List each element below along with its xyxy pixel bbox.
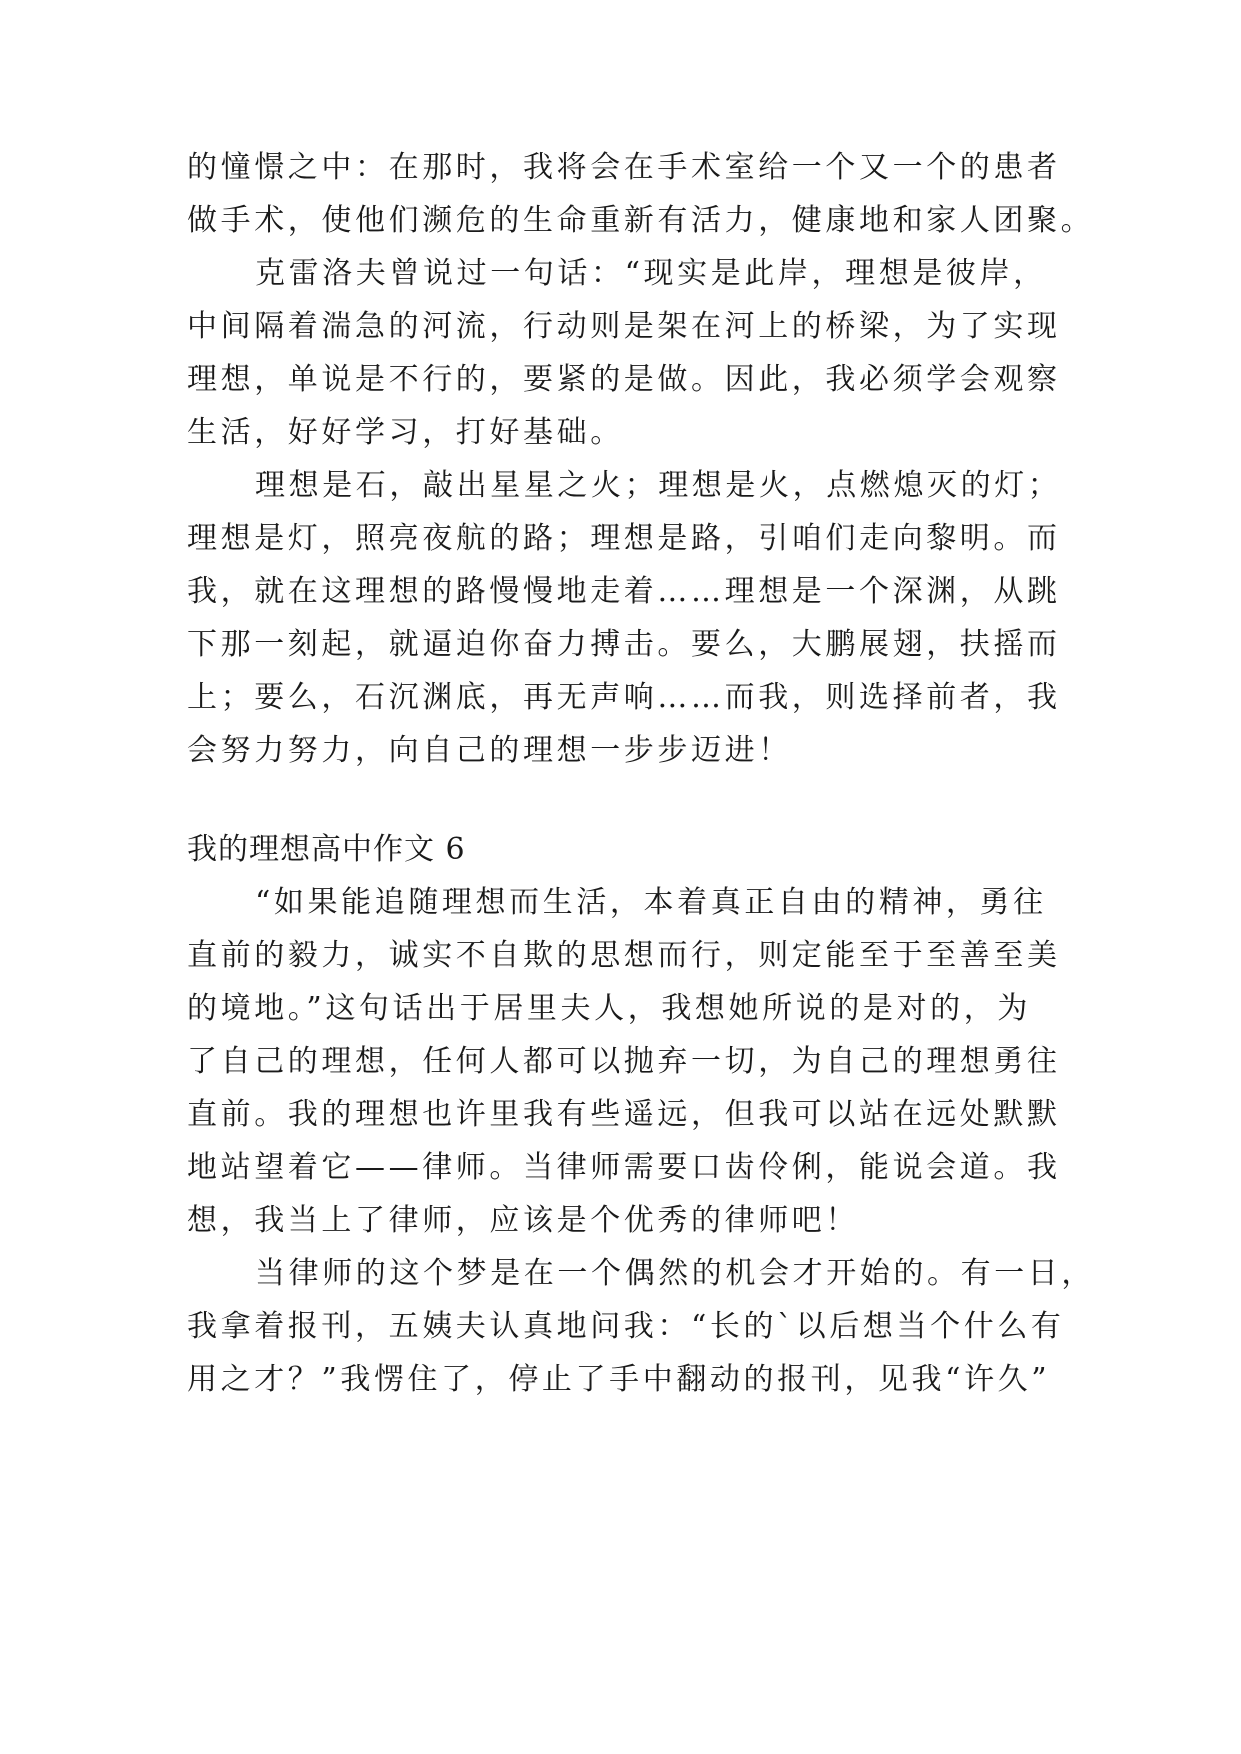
text-line: 下那一刻起，就逼迫你奋力搏击。要么，大鹏展翅，扶摇而 bbox=[187, 627, 1061, 662]
text-line: 我拿着报刊，五姨夫认真地问我：“长的`以后想当个什么有 bbox=[187, 1309, 1065, 1344]
text-line: 的境地。”这句话出于居里夫人，我想她所说的是对的，为 bbox=[187, 991, 1031, 1026]
text-line: 理想是石，敲出星星之火；理想是火，点燃熄灭的灯； bbox=[255, 468, 1062, 503]
text-line: 的憧憬之中：在那时，我将会在手术室给一个又一个的患者 bbox=[187, 150, 1061, 185]
text-line: 我，就在这理想的路慢慢地走着……理想是一个深渊，从跳 bbox=[187, 574, 1061, 609]
text-line: 生活，好好学习，打好基础。 bbox=[187, 415, 624, 450]
text-line: 克雷洛夫曾说过一句话：“现实是此岸，理想是彼岸， bbox=[255, 256, 1047, 291]
text-line: 上；要么，石沉渊底，再无声响……而我，则选择前者，我 bbox=[187, 680, 1061, 715]
text-line: 地站望着它——律师。当律师需要口齿伶俐，能说会道。我 bbox=[187, 1150, 1061, 1185]
text-line: 当律师的这个梦是在一个偶然的机会才开始的。有一日， bbox=[255, 1256, 1095, 1291]
section-heading: 我的理想高中作文 6 bbox=[187, 832, 466, 867]
text-line: 想，我当上了律师，应该是个优秀的律师吧！ bbox=[187, 1203, 859, 1238]
text-line: 理想，单说是不行的，要紧的是做。因此，我必须学会观察 bbox=[187, 362, 1061, 397]
text-line: 理想是灯，照亮夜航的路；理想是路，引咱们走向黎明。而 bbox=[187, 521, 1061, 556]
text-line: 做手术，使他们濒危的生命重新有活力，健康地和家人团聚。 bbox=[187, 203, 1095, 238]
text-line: 直前的毅力，诚实不自欺的思想而行，则定能至于至善至美 bbox=[187, 938, 1061, 973]
text-line: 会努力努力，向自己的理想一步步迈进！ bbox=[187, 733, 792, 768]
text-line: 直前。我的理想也许里我有些遥远，但我可以站在远处默默 bbox=[187, 1097, 1061, 1132]
text-line: 中间隔着湍急的河流，行动则是架在河上的桥梁，为了实现 bbox=[187, 309, 1061, 344]
text-line: 了自己的理想，任何人都可以抛弃一切，为自己的理想勇往 bbox=[187, 1044, 1061, 1079]
text-line: 用之才？”我愣住了，停止了手中翻动的报刊，见我“许久” bbox=[187, 1362, 1051, 1397]
text-line: “如果能追随理想而生活，本着真正自由的精神，勇往 bbox=[255, 885, 1047, 920]
